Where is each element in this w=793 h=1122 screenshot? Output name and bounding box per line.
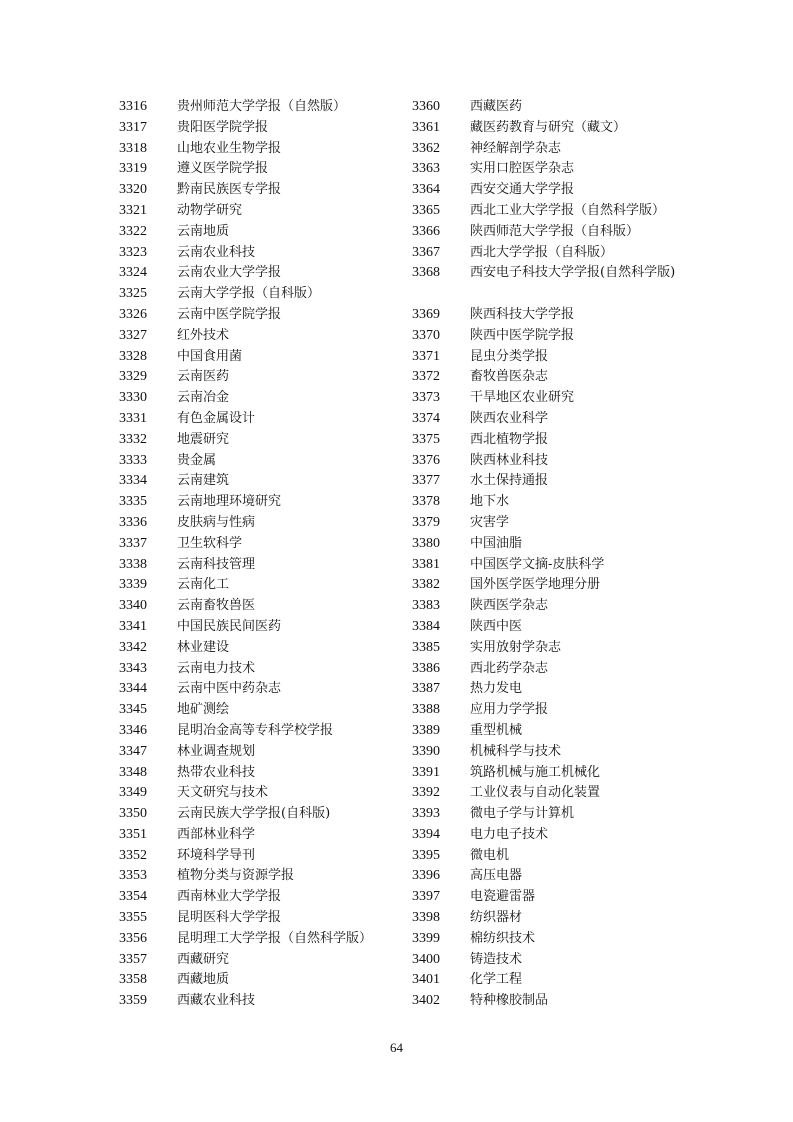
- journal-title: 皮肤病与性病: [177, 514, 256, 530]
- entry-number: 3373: [412, 390, 440, 406]
- journal-entry: [412, 139, 685, 160]
- entry-number: 3386: [412, 660, 440, 676]
- journal-entry: [412, 159, 685, 180]
- journal-entry: [119, 534, 372, 555]
- journal-entry: [119, 118, 372, 139]
- journal-list-right: [412, 97, 685, 1012]
- journal-title: 云南农业科技: [177, 244, 256, 260]
- entry-number: 3330: [119, 390, 147, 406]
- entry-number: 3326: [119, 306, 147, 322]
- entry-number: 3344: [119, 681, 147, 697]
- journal-title: 云南科技管理: [177, 556, 256, 572]
- journal-title: 昆明医科大学学报: [177, 910, 282, 926]
- entry-number: 3380: [412, 535, 440, 551]
- journal-title: 实用放射学杂志: [470, 639, 562, 655]
- journal-title: 西南林业大学学报: [177, 889, 282, 905]
- journal-title: 云南大学学报（自科版）: [177, 286, 321, 302]
- journal-entry: [412, 638, 685, 659]
- journal-entry: [119, 721, 372, 742]
- journal-title: 应用力学学报: [470, 702, 549, 718]
- entry-number: 3327: [119, 327, 147, 343]
- journal-title: 特种橡胶制品: [470, 993, 549, 1009]
- entry-number: 3375: [412, 431, 440, 447]
- entry-number: 3364: [412, 182, 440, 198]
- journal-entry: [119, 451, 372, 472]
- journal-title: 云南建筑: [177, 473, 230, 489]
- entry-number: 3321: [119, 202, 147, 218]
- journal-entry: [119, 555, 372, 576]
- journal-entry: [119, 305, 372, 326]
- entry-number: 3374: [412, 410, 440, 426]
- entry-number: 3372: [412, 369, 440, 385]
- entry-number: 3371: [412, 348, 440, 364]
- journal-title: 云南电力技术: [177, 660, 256, 676]
- journal-entry: [119, 201, 372, 222]
- journal-entry: [412, 492, 685, 513]
- entry-number: 3343: [119, 660, 147, 676]
- journal-title: 天文研究与技术: [177, 785, 269, 801]
- journal-title: 中国医学文摘-皮肤科学: [470, 556, 605, 572]
- entry-number: 3396: [412, 868, 440, 884]
- journal-title: 西藏医药: [470, 99, 523, 114]
- journal-entry: [119, 347, 372, 368]
- journal-entry: [412, 950, 685, 971]
- journal-title: 地矿测绘: [177, 702, 230, 718]
- journal-title: 环境科学导刊: [177, 847, 256, 863]
- journal-entry: [119, 596, 372, 617]
- journal-entry: [412, 471, 685, 492]
- journal-title: 陕西师范大学学报（自科版）: [470, 223, 640, 239]
- journal-entry: [119, 991, 372, 1012]
- journal-title: 云南地质: [177, 223, 230, 239]
- journal-entry: [412, 430, 685, 451]
- entry-number: 3322: [119, 223, 147, 239]
- journal-entry: [412, 700, 685, 721]
- journal-entry: [412, 180, 685, 201]
- entry-number: 3389: [412, 722, 440, 738]
- journal-entry: [412, 305, 685, 326]
- journal-title: 植物分类与资源学报: [177, 868, 295, 884]
- journal-title: 西部林业科学: [177, 826, 256, 842]
- entry-number: 3356: [119, 930, 147, 946]
- entry-number: 3333: [119, 452, 147, 468]
- entry-number: 3388: [412, 702, 440, 718]
- entry-number: 3362: [412, 140, 440, 156]
- journal-title: 云南畜牧兽医: [177, 598, 256, 614]
- entry-number: 3340: [119, 598, 147, 614]
- journal-title: 陕西科技大学学报: [470, 306, 575, 322]
- journal-title: 电力电子技术: [470, 826, 549, 842]
- entry-number: 3320: [119, 182, 147, 198]
- journal-title: 工业仪表与自动化装置: [470, 785, 601, 801]
- entry-number: 3336: [119, 514, 147, 530]
- entry-number: 3348: [119, 764, 147, 780]
- journal-title: 化学工程: [470, 972, 523, 988]
- journal-entry: [412, 679, 685, 700]
- journal-title: 畜牧兽医杂志: [470, 369, 549, 385]
- journal-title: 云南地理环境研究: [177, 494, 282, 510]
- journal-title: 国外医学医学地理分册: [470, 577, 601, 593]
- journal-entry: [412, 555, 685, 576]
- journal-entry: [119, 430, 372, 451]
- entry-number: 3335: [119, 494, 147, 510]
- journal-entry: [412, 721, 685, 742]
- journal-entry: [412, 783, 685, 804]
- entry-number: 3382: [412, 577, 440, 593]
- journal-title: 贵金属: [177, 452, 217, 468]
- journal-entry: [119, 804, 372, 825]
- journal-title: 中国油脂: [470, 535, 523, 551]
- entry-number: 3324: [119, 265, 147, 281]
- entry-number: 3331: [119, 410, 147, 426]
- entry-number: 3400: [412, 951, 440, 967]
- journal-title: 西北工业大学学报（自然科学版）: [470, 202, 666, 218]
- journal-title: 陕西中医: [470, 618, 523, 634]
- journal-entry: [119, 97, 372, 118]
- journal-title: 棉纺织技术: [470, 930, 536, 946]
- entry-number: 3352: [119, 847, 147, 863]
- entry-number: 3395: [412, 847, 440, 863]
- journal-entry: [119, 638, 372, 659]
- journal-entry: [412, 347, 685, 368]
- journal-entry: [412, 575, 685, 596]
- entry-number: 3325: [119, 286, 147, 302]
- entry-number: 3329: [119, 369, 147, 385]
- journal-title: 陕西农业科学: [470, 410, 549, 426]
- journal-title: 贵阳医学院学报: [177, 119, 269, 135]
- entry-number: 3359: [119, 993, 147, 1009]
- entry-number: 3346: [119, 722, 147, 738]
- journal-title: 陕西中医学院学报: [470, 327, 575, 343]
- journal-title: 林业调查规划: [177, 743, 256, 759]
- journal-entry: [412, 929, 685, 950]
- entry-number: 3390: [412, 743, 440, 759]
- entry-number: 3381: [412, 556, 440, 572]
- journal-title: 昆明冶金高等专科学校学报: [177, 722, 334, 738]
- entry-number: 3351: [119, 826, 147, 842]
- journal-entry: [119, 617, 372, 638]
- journal-entry: [412, 367, 685, 388]
- journal-entry: [119, 471, 372, 492]
- journal-entry: [412, 617, 685, 638]
- journal-entry: [412, 243, 685, 264]
- journal-title: 有色金属设计: [177, 410, 256, 426]
- journal-entry: [412, 222, 685, 243]
- journal-title: 黔南民族医专学报: [177, 182, 282, 198]
- entry-number: 3354: [119, 889, 147, 905]
- journal-title: 铸造技术: [470, 951, 523, 967]
- journal-entry: [412, 825, 685, 846]
- journal-entry: [119, 139, 372, 160]
- journal-title: 高压电器: [470, 868, 523, 884]
- entry-number: 3378: [412, 494, 440, 510]
- entry-number: 3323: [119, 244, 147, 260]
- journal-entry: [119, 263, 372, 284]
- journal-title: 卫生软科学: [177, 535, 243, 551]
- journal-entry: [119, 908, 372, 929]
- journal-list-left: [119, 97, 372, 1012]
- journal-title: 神经解剖学杂志: [470, 140, 562, 156]
- journal-entry: [119, 970, 372, 991]
- journal-entry: [119, 866, 372, 887]
- journal-entry: [119, 763, 372, 784]
- entry-number: 3345: [119, 702, 147, 718]
- journal-entry: [119, 742, 372, 763]
- journal-title: 微电机: [470, 847, 510, 863]
- journal-entry: [119, 929, 372, 950]
- entry-number: 3363: [412, 161, 440, 177]
- entry-number: 3402: [412, 993, 440, 1009]
- journal-entry: [119, 367, 372, 388]
- entry-number: 3394: [412, 826, 440, 842]
- journal-title: 中国民族民间医药: [177, 618, 282, 634]
- journal-entry: [119, 846, 372, 867]
- entry-number: 3332: [119, 431, 147, 447]
- entry-number: 3391: [412, 764, 440, 780]
- journal-entry: [119, 825, 372, 846]
- entry-number: 3338: [119, 556, 147, 572]
- journal-title: 藏医药教育与研究（藏文）: [470, 119, 627, 135]
- journal-title: 云南医药: [177, 369, 230, 385]
- journal-title: 遵义医学院学报: [177, 161, 269, 177]
- entry-number: 3317: [119, 119, 147, 135]
- journal-entry: [412, 201, 685, 222]
- journal-entry: [119, 679, 372, 700]
- journal-title: 云南化工: [177, 577, 230, 593]
- journal-entry: [412, 388, 685, 409]
- journal-entry: [412, 804, 685, 825]
- journal-title: 贵州师范大学学报（自然版）: [177, 99, 347, 114]
- entry-number: 3319: [119, 161, 147, 177]
- journal-entry: [412, 534, 685, 555]
- journal-entry: [412, 596, 685, 617]
- entry-number: 3353: [119, 868, 147, 884]
- entry-number: 3397: [412, 889, 440, 905]
- journal-entry: [119, 284, 372, 305]
- journal-entry: [119, 326, 372, 347]
- journal-title: 昆虫分类学报: [470, 348, 549, 364]
- entry-number: 3385: [412, 639, 440, 655]
- journal-title: 云南冶金: [177, 390, 230, 406]
- journal-title: 筑路机械与施工机械化: [470, 764, 601, 780]
- entry-number: 3337: [119, 535, 147, 551]
- entry-number: 3387: [412, 681, 440, 697]
- entry-number: 3366: [412, 223, 440, 239]
- entry-number: 3316: [119, 99, 147, 114]
- journal-entry: [119, 700, 372, 721]
- journal-entry: [412, 763, 685, 784]
- journal-entry: [412, 991, 685, 1012]
- journal-entry: [119, 180, 372, 201]
- journal-title: 中国食用菌: [177, 348, 243, 364]
- entry-number: 3392: [412, 785, 440, 801]
- journal-entry: [412, 451, 685, 472]
- entry-number: 3347: [119, 743, 147, 759]
- entry-number: 3357: [119, 951, 147, 967]
- journal-entry: [412, 742, 685, 763]
- journal-entry: [119, 388, 372, 409]
- journal-entry: [412, 659, 685, 680]
- journal-entry: [119, 887, 372, 908]
- entry-number: 3318: [119, 140, 147, 156]
- journal-entry: [119, 513, 372, 534]
- journal-title: 陕西医学杂志: [470, 598, 549, 614]
- journal-entry: [119, 575, 372, 596]
- page-number: 64: [390, 1040, 403, 1055]
- journal-entry: [119, 783, 372, 804]
- entry-number: 3358: [119, 972, 147, 988]
- journal-title: 西北植物学报: [470, 431, 549, 447]
- entry-number: 3361: [412, 119, 440, 135]
- journal-title: 实用口腔医学杂志: [470, 161, 575, 177]
- entry-number: 3383: [412, 598, 440, 614]
- journal-title: 西藏研究: [177, 951, 230, 967]
- journal-title: 云南民族大学学报(自科版): [177, 806, 331, 822]
- journal-title: 纺织器材: [470, 910, 523, 926]
- entry-number: 3379: [412, 514, 440, 530]
- journal-title: 热力发电: [470, 681, 523, 697]
- journal-title: 昆明理工大学学报（自然科学版）: [177, 930, 373, 946]
- journal-title: 林业建设: [177, 639, 230, 655]
- journal-title: 西藏地质: [177, 972, 230, 988]
- journal-title: 干旱地区农业研究: [470, 390, 575, 406]
- journal-entry: [119, 222, 372, 243]
- journal-title: 西北药学杂志: [470, 660, 549, 676]
- journal-title: 地下水: [470, 494, 510, 510]
- entry-number: 3334: [119, 473, 147, 489]
- journal-title: 西藏农业科技: [177, 993, 256, 1009]
- journal-entry: [119, 159, 372, 180]
- journal-title: 重型机械: [470, 722, 523, 738]
- journal-title: 水土保持通报: [470, 473, 549, 489]
- journal-entry: [412, 409, 685, 430]
- journal-entry: [412, 97, 685, 118]
- journal-entry: [119, 950, 372, 971]
- journal-entry: [412, 866, 685, 887]
- journal-title: 微电子学与计算机: [470, 806, 575, 822]
- journal-title: 机械科学与技术: [470, 743, 562, 759]
- entry-number: 3349: [119, 785, 147, 801]
- entry-number: 3368: [412, 265, 440, 281]
- entry-number: 3377: [412, 473, 440, 489]
- journal-entry: [412, 887, 685, 908]
- journal-title: 陕西林业科技: [470, 452, 549, 468]
- journal-entry: [412, 118, 685, 139]
- entry-number: 3401: [412, 972, 440, 988]
- entry-number: 3393: [412, 806, 440, 822]
- journal-entry: [412, 846, 685, 867]
- entry-number: 3341: [119, 618, 147, 634]
- journal-title: 山地农业生物学报: [177, 140, 282, 156]
- journal-title: 西安交通大学学报: [470, 182, 575, 198]
- journal-entry: [412, 513, 685, 534]
- journal-entry: [119, 492, 372, 513]
- journal-title: 西安电子科技大学学报(自然科学版): [470, 265, 676, 281]
- journal-title: 红外技术: [177, 327, 230, 343]
- entry-number: 3350: [119, 806, 147, 822]
- entry-number: 3398: [412, 910, 440, 926]
- entry-number: 3370: [412, 327, 440, 343]
- journal-entry: [412, 263, 685, 305]
- journal-title: 云南中医中药杂志: [177, 681, 282, 697]
- entry-number: 3355: [119, 910, 147, 926]
- journal-entry: [119, 243, 372, 264]
- journal-entry: [119, 409, 372, 430]
- journal-title: 西北大学学报（自科版）: [470, 244, 614, 260]
- journal-entry: [119, 659, 372, 680]
- journal-title: 云南中医学院学报: [177, 306, 282, 322]
- journal-entry: [412, 970, 685, 991]
- journal-title: 灾害学: [470, 514, 510, 530]
- journal-title: 云南农业大学学报: [177, 265, 282, 281]
- entry-number: 3384: [412, 618, 440, 634]
- journal-title: 动物学研究: [177, 202, 243, 218]
- entry-number: 3342: [119, 639, 147, 655]
- journal-title: 地震研究: [177, 431, 230, 447]
- entry-number: 3399: [412, 930, 440, 946]
- journal-entry: [412, 326, 685, 347]
- entry-number: 3369: [412, 306, 440, 322]
- entry-number: 3328: [119, 348, 147, 364]
- entry-number: 3360: [412, 99, 440, 114]
- journal-entry: [412, 908, 685, 929]
- entry-number: 3376: [412, 452, 440, 468]
- journal-title: 热带农业科技: [177, 764, 256, 780]
- entry-number: 3365: [412, 202, 440, 218]
- entry-number: 3339: [119, 577, 147, 593]
- entry-number: 3367: [412, 244, 440, 260]
- journal-title: 电瓷避雷器: [470, 889, 536, 905]
